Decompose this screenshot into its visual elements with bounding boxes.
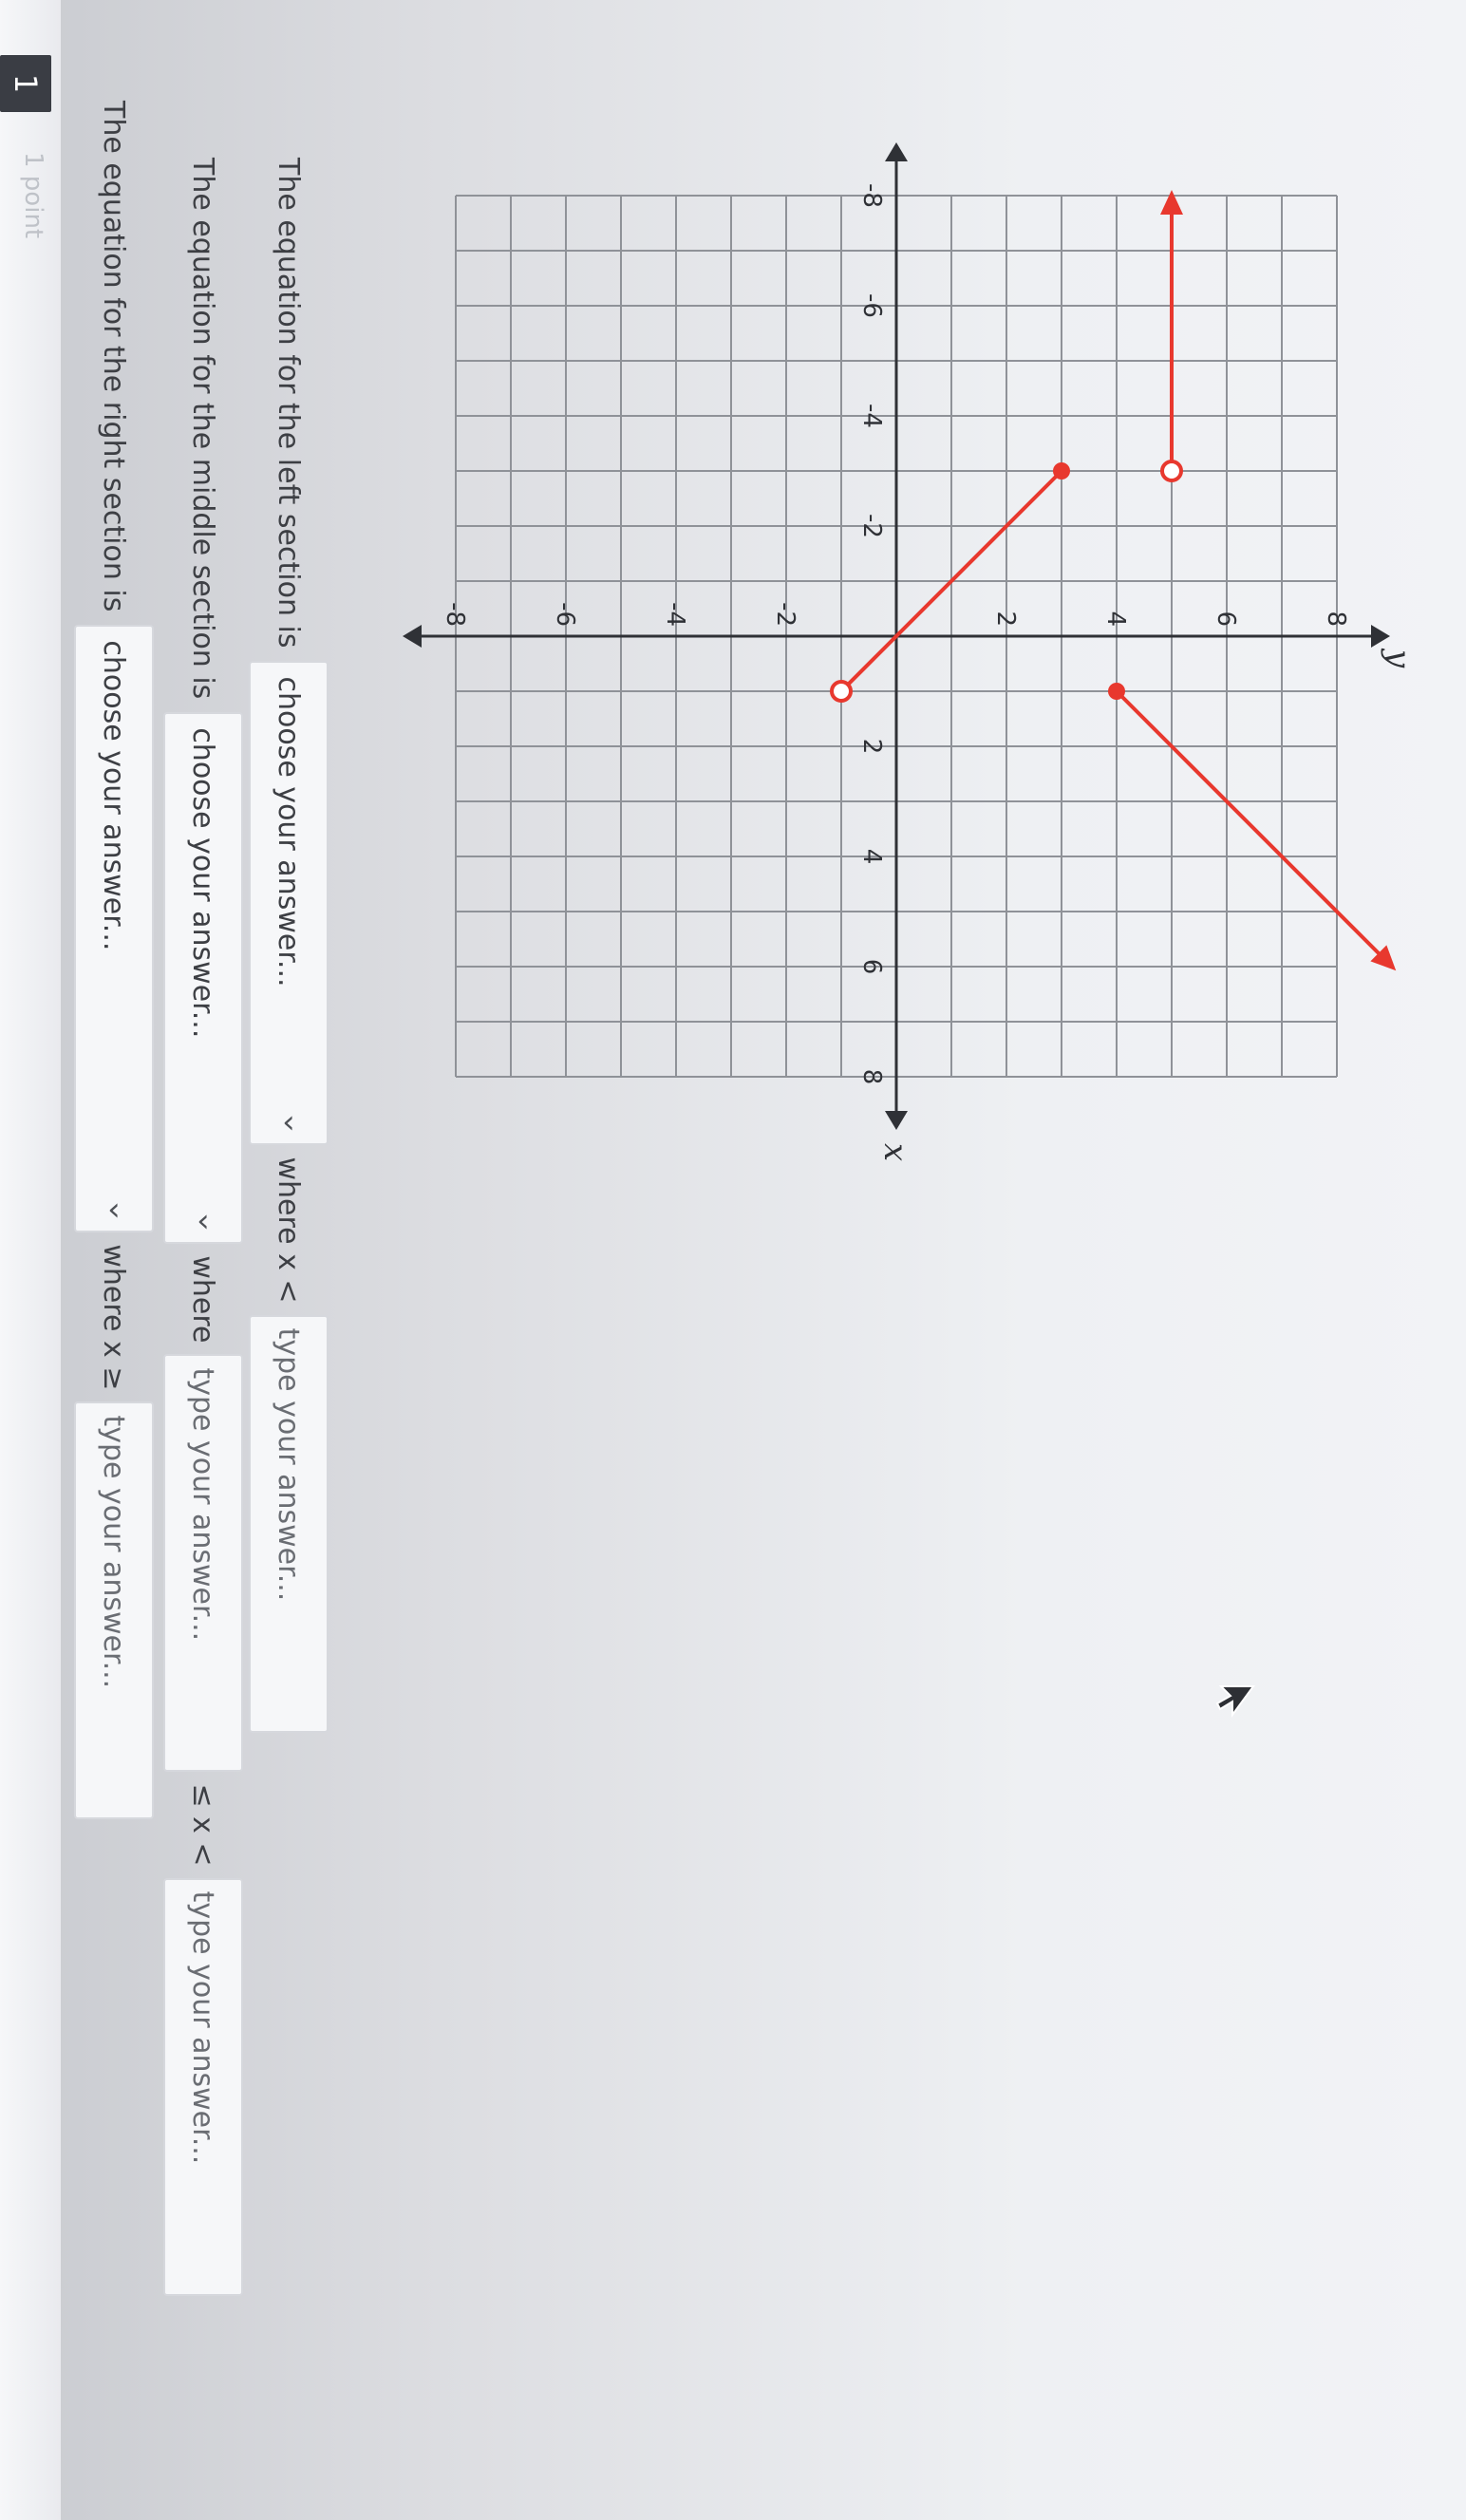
left-bound-input[interactable] — [249, 1315, 329, 1733]
coordinate-graph — [403, 161, 1418, 1162]
left-equation-select[interactable] — [249, 661, 329, 1145]
y-tick-label: 4 — [1101, 611, 1130, 627]
y-tick-label: -8 — [441, 602, 469, 627]
mouse-pointer-icon — [1213, 1681, 1257, 1724]
question-middle — [156, 158, 251, 2296]
x-tick-label: -2 — [857, 514, 886, 538]
x-tick-label: -6 — [857, 293, 886, 318]
middle-prompt: The equation for the middle section is — [186, 158, 220, 700]
left-where-text: where x < — [272, 1157, 306, 1304]
x-tick-label: -8 — [857, 183, 886, 208]
chevron-down-icon: › — [197, 1203, 210, 1242]
top-bar — [0, 0, 61, 2520]
x-axis-arrow-left — [885, 142, 908, 161]
y-tick-label: -6 — [551, 602, 579, 627]
left-prompt: The equation for the left section is — [272, 158, 306, 649]
x-tick-label: 2 — [857, 738, 886, 755]
y-axis-label: y — [1380, 649, 1418, 668]
open-endpoint-left — [1162, 461, 1181, 480]
open-endpoint-middle — [832, 682, 851, 701]
right-where-text: where x ≥ — [97, 1244, 131, 1391]
y-axis-arrow-up — [1371, 625, 1390, 648]
right-bound-input[interactable] — [74, 1401, 154, 1819]
points-label: 1 point — [19, 152, 47, 239]
middle-where-text: where — [186, 1255, 220, 1344]
middle-equation-select[interactable] — [163, 712, 243, 1244]
y-tick-label: 2 — [991, 611, 1020, 627]
x-tick-label: -4 — [857, 404, 886, 428]
middle-select-value: choose your answer... — [186, 727, 220, 1039]
y-tick-label: 8 — [1322, 611, 1350, 627]
right-prompt: The equation for the right section is — [97, 101, 131, 612]
question-right — [66, 101, 161, 1819]
closed-endpoint-right — [1108, 683, 1125, 700]
page-number-badge: 1 — [0, 55, 51, 112]
left-select-value: choose your answer... — [272, 676, 306, 987]
segment-right — [1117, 691, 1392, 967]
arrow-endpoint-left — [1160, 190, 1183, 215]
right-select-value: choose your answer... — [97, 640, 131, 951]
middle-lower-bound-input[interactable] — [163, 1354, 243, 1772]
chevron-down-icon: › — [282, 1104, 295, 1143]
x-tick-label: 6 — [857, 958, 886, 975]
chevron-down-icon: › — [107, 1192, 121, 1231]
x-axis-label: x — [876, 1143, 914, 1162]
y-tick-label: -4 — [661, 602, 689, 627]
closed-endpoint-middle — [1053, 462, 1070, 480]
question-left — [241, 158, 336, 1733]
right-equation-select[interactable] — [74, 625, 154, 1232]
y-tick-label: -2 — [771, 602, 799, 627]
middle-between-text: ≤ x < — [186, 1783, 220, 1867]
y-tick-label: 6 — [1212, 611, 1240, 627]
y-axis-arrow-down — [403, 625, 422, 648]
x-axis-arrow-right — [885, 1111, 908, 1130]
x-tick-label: 4 — [857, 848, 886, 865]
x-tick-label: 8 — [857, 1068, 886, 1085]
middle-upper-bound-input[interactable] — [163, 1878, 243, 2296]
